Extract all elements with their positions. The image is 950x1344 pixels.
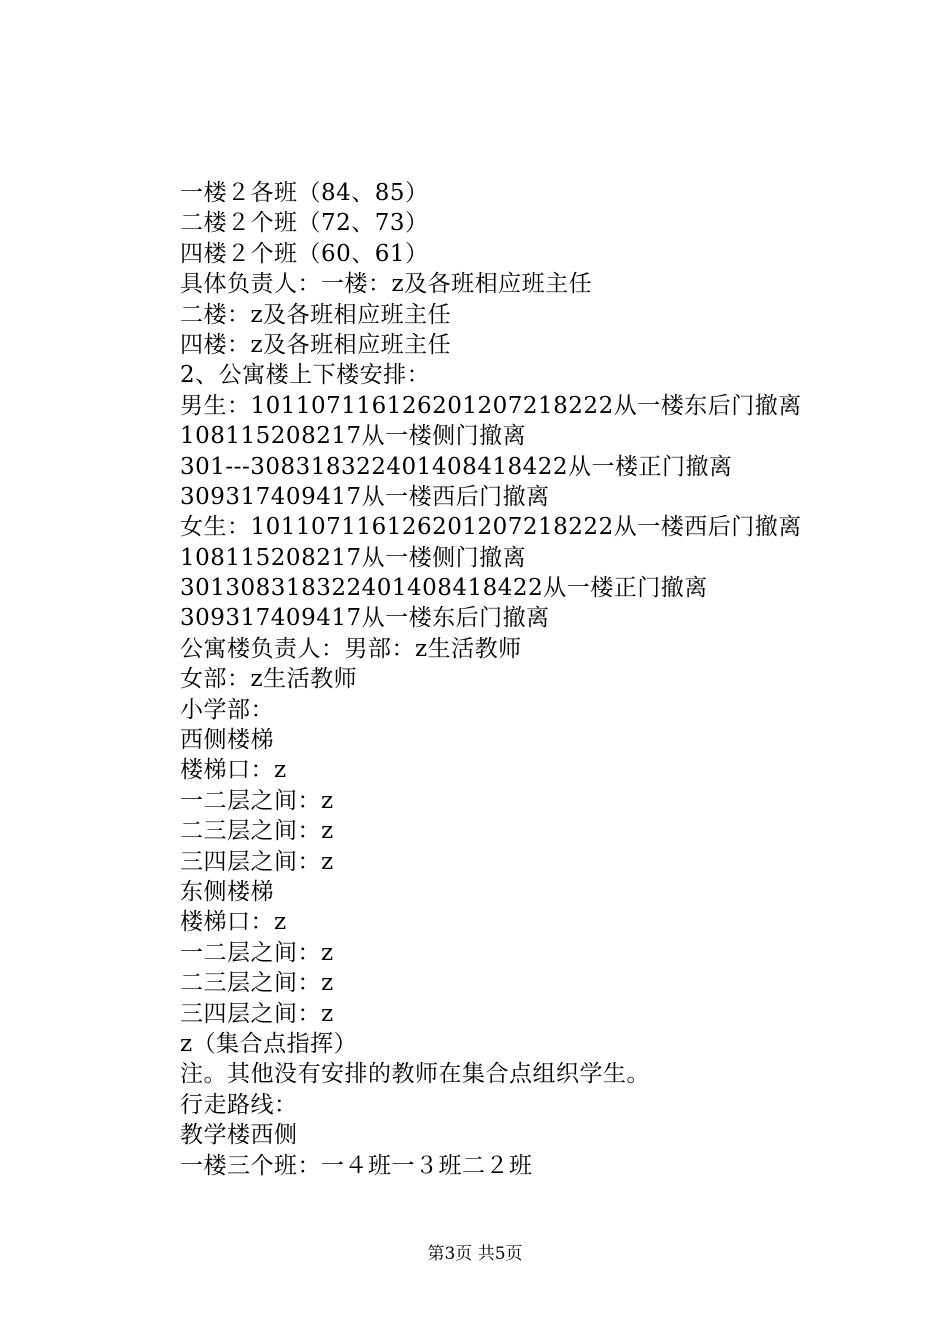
text-line: 注。其他没有安排的教师在集合点组织学生。 bbox=[180, 1061, 650, 1088]
text-line: 一二层之间：z bbox=[180, 787, 334, 814]
text-line: 女生：1011071161262012072182​22从一楼西后门撤离 bbox=[180, 514, 802, 541]
text-line: 二楼２个班（72、73） bbox=[180, 210, 429, 237]
text-line: 男生：1011071161262012072182​22从一楼东后门撤离 bbox=[180, 392, 802, 419]
text-line: 教学楼西侧 bbox=[180, 1122, 298, 1149]
text-line: 具体负责人：一楼：z及各班相应班主任 bbox=[180, 271, 593, 298]
text-line: 二三层之间：z bbox=[180, 970, 334, 997]
text-line: 楼梯口：z bbox=[180, 909, 287, 936]
text-line: 女部：z生活教师 bbox=[180, 666, 358, 693]
text-line: 108115208217从一楼侧门撤离 bbox=[180, 544, 527, 571]
text-line: 301---30831832240140841842​2从一楼正门撤离 bbox=[180, 453, 733, 480]
text-line: 四楼：z及各班相应班主任 bbox=[180, 331, 452, 358]
text-line: 一二层之间：z bbox=[180, 939, 334, 966]
text-line: 一楼三个班：一４班一３班二２班 bbox=[180, 1152, 533, 1179]
text-line: 西侧楼梯 bbox=[180, 727, 274, 754]
page-number-footer: 第3页 共5页 bbox=[427, 1244, 523, 1264]
text-line: 四楼２个班（60、61） bbox=[180, 240, 429, 267]
text-line: 三四层之间：z bbox=[180, 1000, 334, 1027]
text-line: z（集合点指挥） bbox=[180, 1030, 358, 1057]
text-line: 309317409417从一楼东后门撤离 bbox=[180, 605, 550, 632]
text-line: 东侧楼梯 bbox=[180, 878, 274, 905]
text-line: 行走路线： bbox=[180, 1091, 298, 1118]
section-heading: 2、公寓楼上下楼安排： bbox=[180, 362, 431, 389]
text-line: 二三层之间：z bbox=[180, 818, 334, 845]
document-body bbox=[180, 178, 900, 1181]
text-line: 公寓楼负责人：男部：z生活教师 bbox=[180, 635, 522, 662]
text-line: 309317409417从一楼西后门撤离 bbox=[180, 483, 550, 510]
text-line: 楼梯口：z bbox=[180, 757, 287, 784]
section-heading: 小学部： bbox=[180, 696, 274, 723]
text-line: 一楼２各班（84、85） bbox=[180, 180, 429, 206]
text-line: 30130831832240140841842​2从一楼正门撤离 bbox=[180, 575, 708, 602]
text-line: 三四层之间：z bbox=[180, 848, 334, 875]
text-line: 二楼：z及各班相应班主任 bbox=[180, 301, 452, 328]
text-line: 108115208217从一楼侧门撤离 bbox=[180, 423, 527, 450]
